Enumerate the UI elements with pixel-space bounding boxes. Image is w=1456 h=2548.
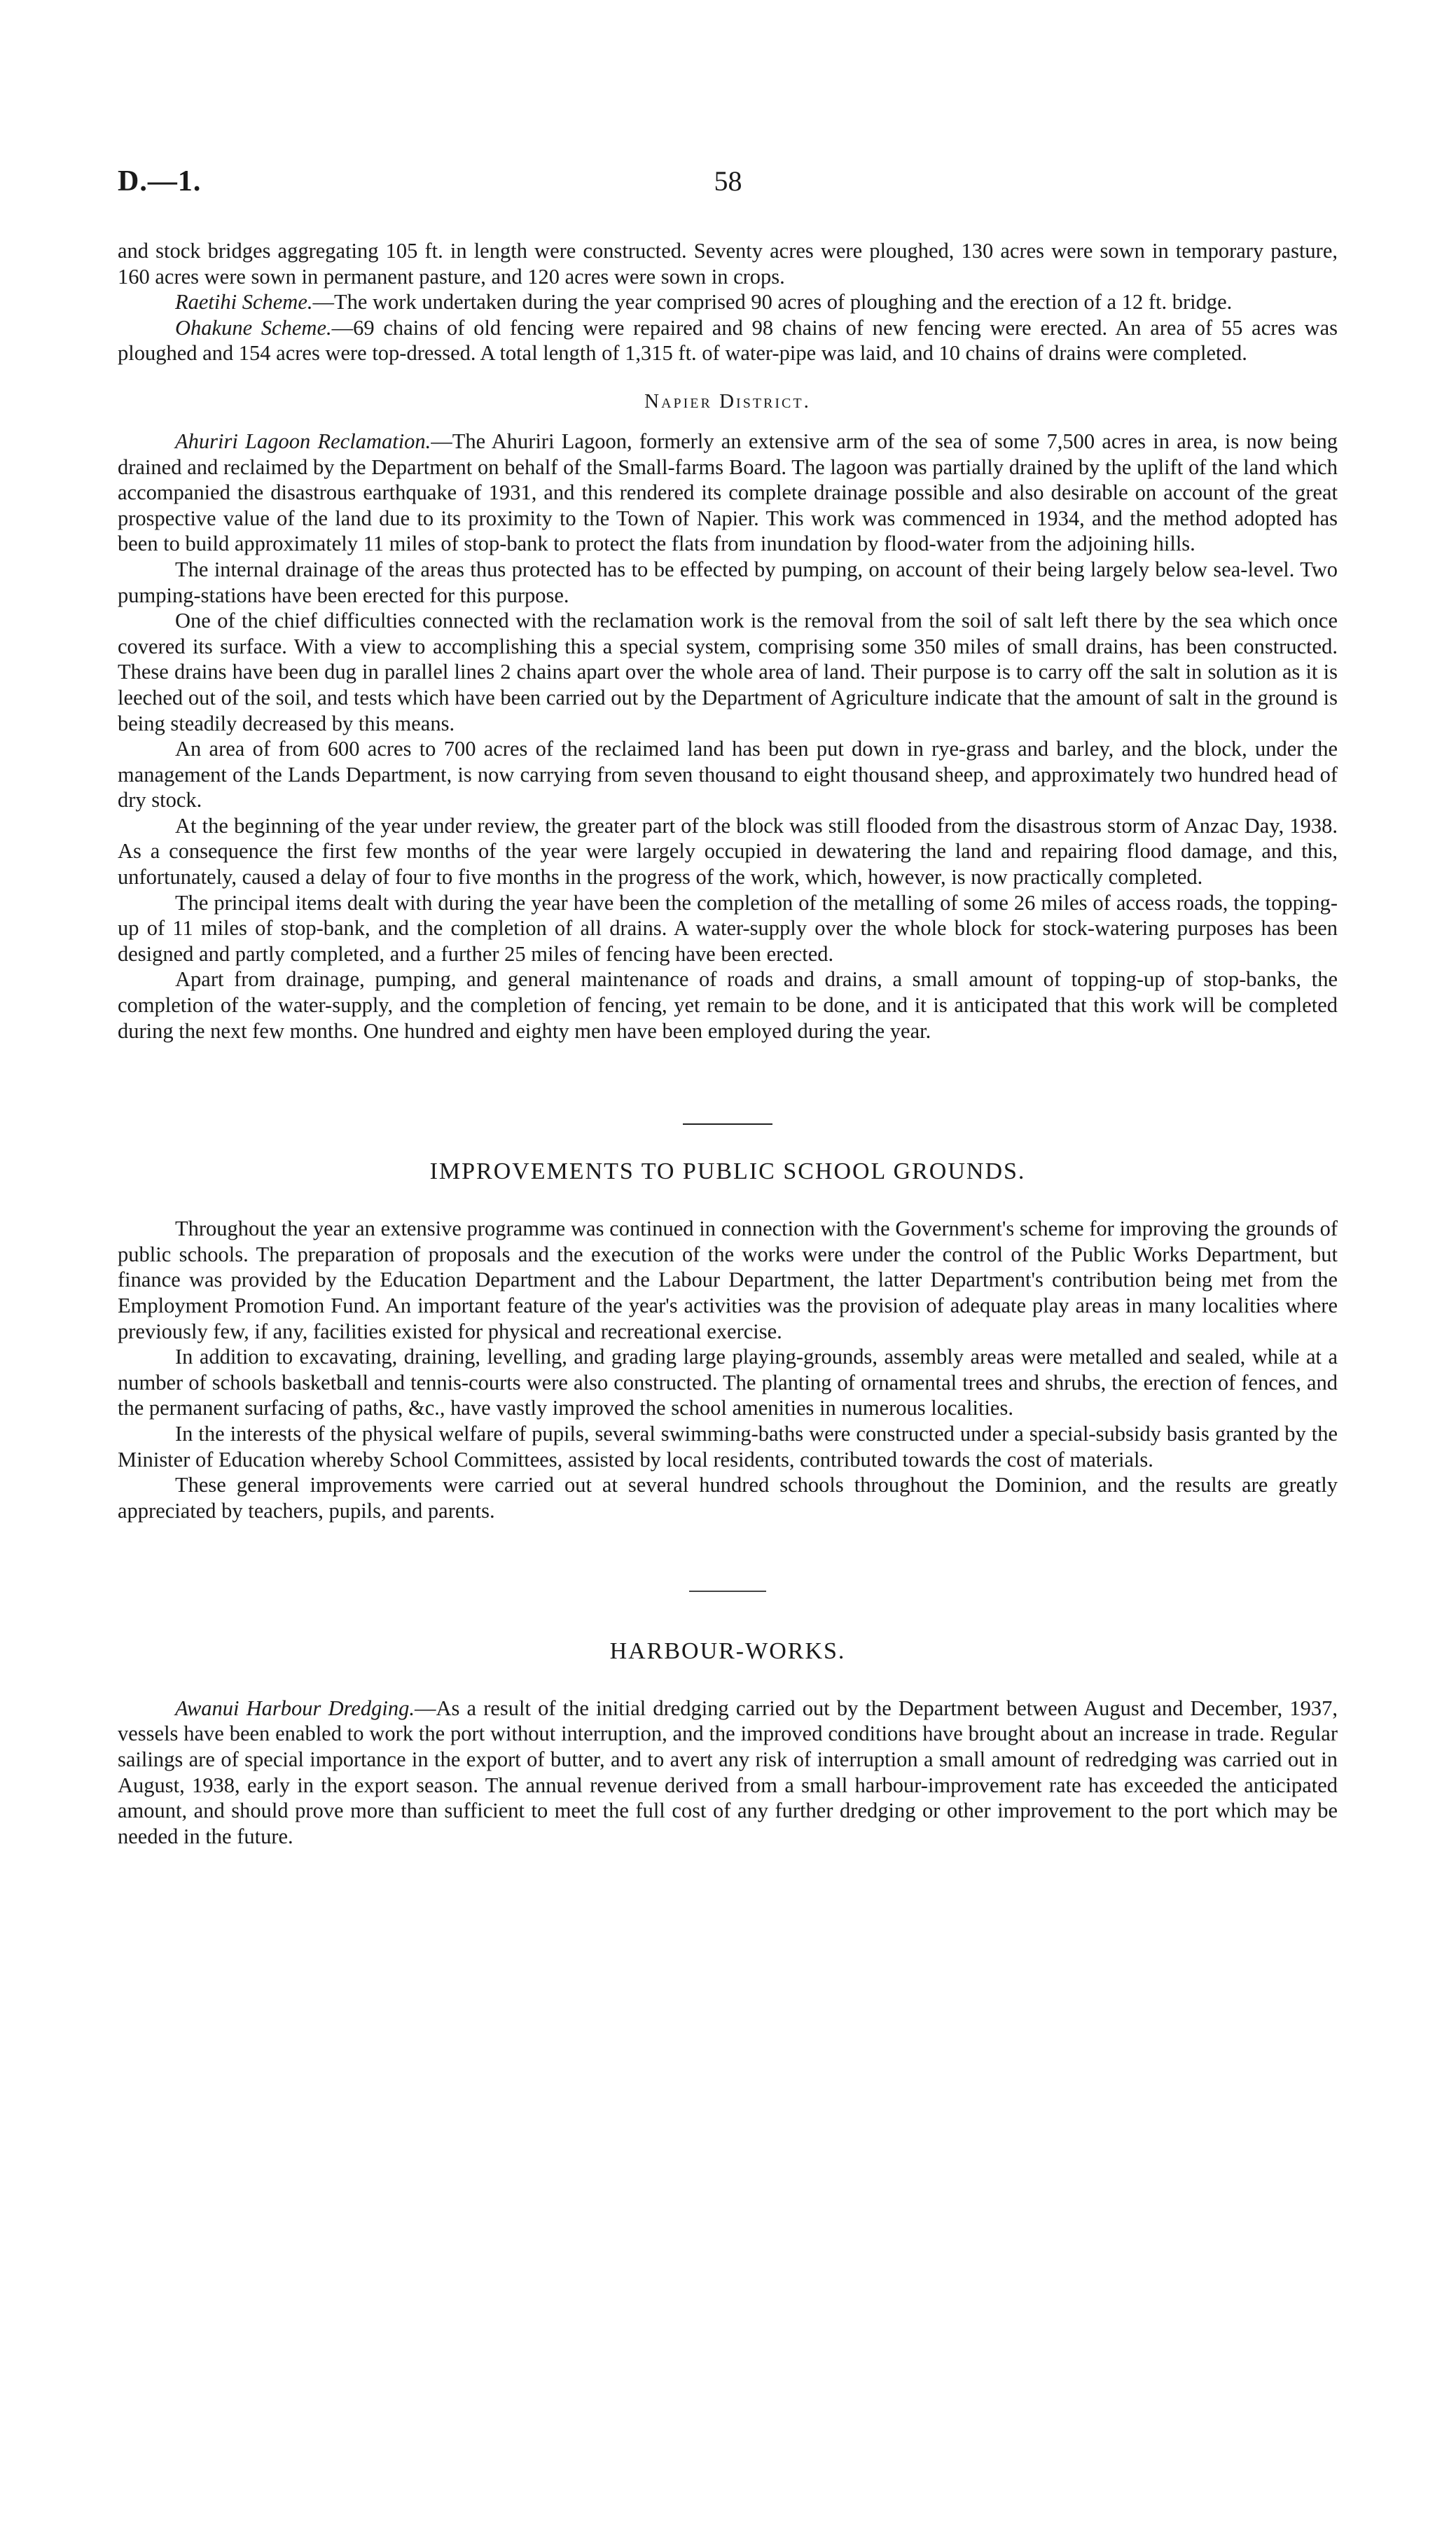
school-paragraph: In the interests of the physical welfare of pupils, several swimming-baths were constructed under a special-subsidy basis granted by the Minister of Education whereby School Committees, assisted by local residents, contributed towards the cost of materials. [118,1421,1338,1472]
page-number: 58 [714,165,742,197]
napier-paragraph: One of the chief difficulties connected with the reclamation work is the removal from the soil of salt left there by the sea which once covered its surface. With a view to accomplishing this a special system, comprising some 350 miles of small drains, has been constructed. These drains have been dug in parallel lines 2 chains apart over the whole area of land. Their purpose is to carry off the salt in solution as it is leeched out of the soil, and tests which have been carried out by the Department of Agriculture indicate that the amount of salt in the ground is being steadily decreased by this means. [118,609,1338,735]
napier-paragraph [118,429,1338,557]
raetihi-text: —The work undertaken during the year comprised 90 acres of ploughing and the erection of a 12 ft. bridge. [312,290,1233,314]
napier-paragraph-text: —The Ahuriri Lagoon, formerly an extensive arm of the sea of some 7,500 acres in area, is now being drained and reclaimed by the Department on behalf of the Small-farms Board. The lagoon was partially drained by the uplift of the land which accompanied the disastrous earthquake of 1931, and this rendered its complete drainage possible and also desirable on account of the great prospective value of the land due to its proximity to the Town of Napier. This work was commenced in 1934, and the method adopted has been to build approximately 11 miles of stop-bank to protect the flats from inundation by flood-water from the adjoining hills. [118,429,1338,556]
harbour-works-heading: HARBOUR-WORKS. [609,1637,846,1664]
napier-paragraph: The principal items dealt with during the year have been the completion of the metalling of some 26 miles of access roads, the topping-up of 11 miles of stop-bank, and the completion of all drains. A water-supply over the whole block for stock-watering purposes has been designed and partly completed, and a further 25 miles of fencing have been erected. [118,890,1338,966]
school-grounds-heading: IMPROVEMENTS TO PUBLIC SCHOOL GROUNDS. [429,1158,1026,1185]
harbour-paragraph [118,1696,1338,1850]
napier-paragraph: The internal drainage of the areas thus protected has to be effected by pumping, on account of their being largely below sea-level. Two pumping-stations have been erected for this purpose. [118,557,1338,607]
school-paragraph: Throughout the year an extensive programme was continued in connection with the Government's scheme for improving the grounds of public schools. The preparation of proposals and the execution of the works were under the control of the Public Works Department, but finance was provided by the Education Department and the Labour Department, the latter Department's contribution being met from the Employment Promotion Fund. An important feature of the year's activities was the provision of adequate play areas in many localities where previously few, if any, facilities existed for physical and recreational exercise. [118,1217,1338,1343]
ohakune-text: —69 chains of old fencing were repaired and 98 chains of new fencing were erected. An area of 55 acres was ploughed and 154 acres were top-dressed. A total length of 1,315 ft. of water-pipe was laid, and 10 chains of drains were completed. [118,315,1338,366]
ohakune-paragraph [118,315,1338,366]
napier-paragraph: An area of from 600 acres to 700 acres of the reclaimed land has been put down in rye-grass and barley, and the block, under the management of the Lands Department, is now carrying from seven thousand to eight thousand sheep, and approximately two hundred head of dry stock. [118,737,1338,812]
continuation-paragraph: and stock bridges aggregating 105 ft. in length were constructed. Seventy acres were ploughed, 130 acres were sown in temporary pasture, 160 acres were sown in permanent pasture, and 120 acres were sown in crops. [118,239,1338,289]
napier-paragraph: Apart from drainage, pumping, and general maintenance of roads and drains, a small amount of topping-up of stop-banks, the completion of the water-supply, and the completion of fencing, yet remain to be done, and it is anticipated that this work will be completed during the next few months. One hundred and eighty men have been employed during the year. [118,967,1338,1043]
school-paragraph: In addition to excavating, draining, levelling, and grading large playing-grounds, assembly areas were metalled and sealed, while at a number of schools basketball and tennis-courts were also constructed. The planting of ornamental trees and shrubs, the erection of fences, and the permanent surfacing of paths, &c., have vastly improved the school amenities in numerous localities. [118,1345,1338,1420]
ohakune-lead: Ohakune Scheme. [175,315,332,340]
awanui-lead: Awanui Harbour Dredging. [175,1696,415,1720]
raetihi-paragraph [118,289,1338,315]
page-header [0,165,1456,207]
ahuriri-lead: Ahuriri Lagoon Reclamation. [175,429,431,453]
napier-district-heading: Napier District. [644,389,811,413]
napier-paragraph: At the beginning of the year under review, the greater part of the block was still flooded from the disastrous storm of Anzac Day, 1938. As a consequence the first few months of the year were largely occupied in dewatering the land and repairing flood damage, and this, unfortunately, caused a delay of four to five months in the progress of the work, which, however, is now practically completed. [118,813,1338,889]
harbour-text: —As a result of the initial dredging carried out by the Department between August and December, 1937, vessels have been enabled to work the port without interruption, and the improved conditions have brought about an increase in trade. Regular sailings are of special importance in the export of butter, and to avert any risk of interruption a small amount of redredging was carried out in August, 1938, early in the export season. The annual revenue derived from a small harbour-improvement rate has exceeded the anticipated amount, and should prove more than sufficient to meet the full cost of any further dredging or other improvement to the port which may be needed in the future. [118,1696,1338,1848]
page-body [118,238,1338,1849]
raetihi-lead: Raetihi Scheme. [175,290,313,314]
series-code: D.—1. [118,165,202,198]
school-paragraph: These general improvements were carried out at several hundred schools throughout the Dominion, and the results are greatly appreciated by teachers, pupils, and parents. [118,1473,1338,1523]
